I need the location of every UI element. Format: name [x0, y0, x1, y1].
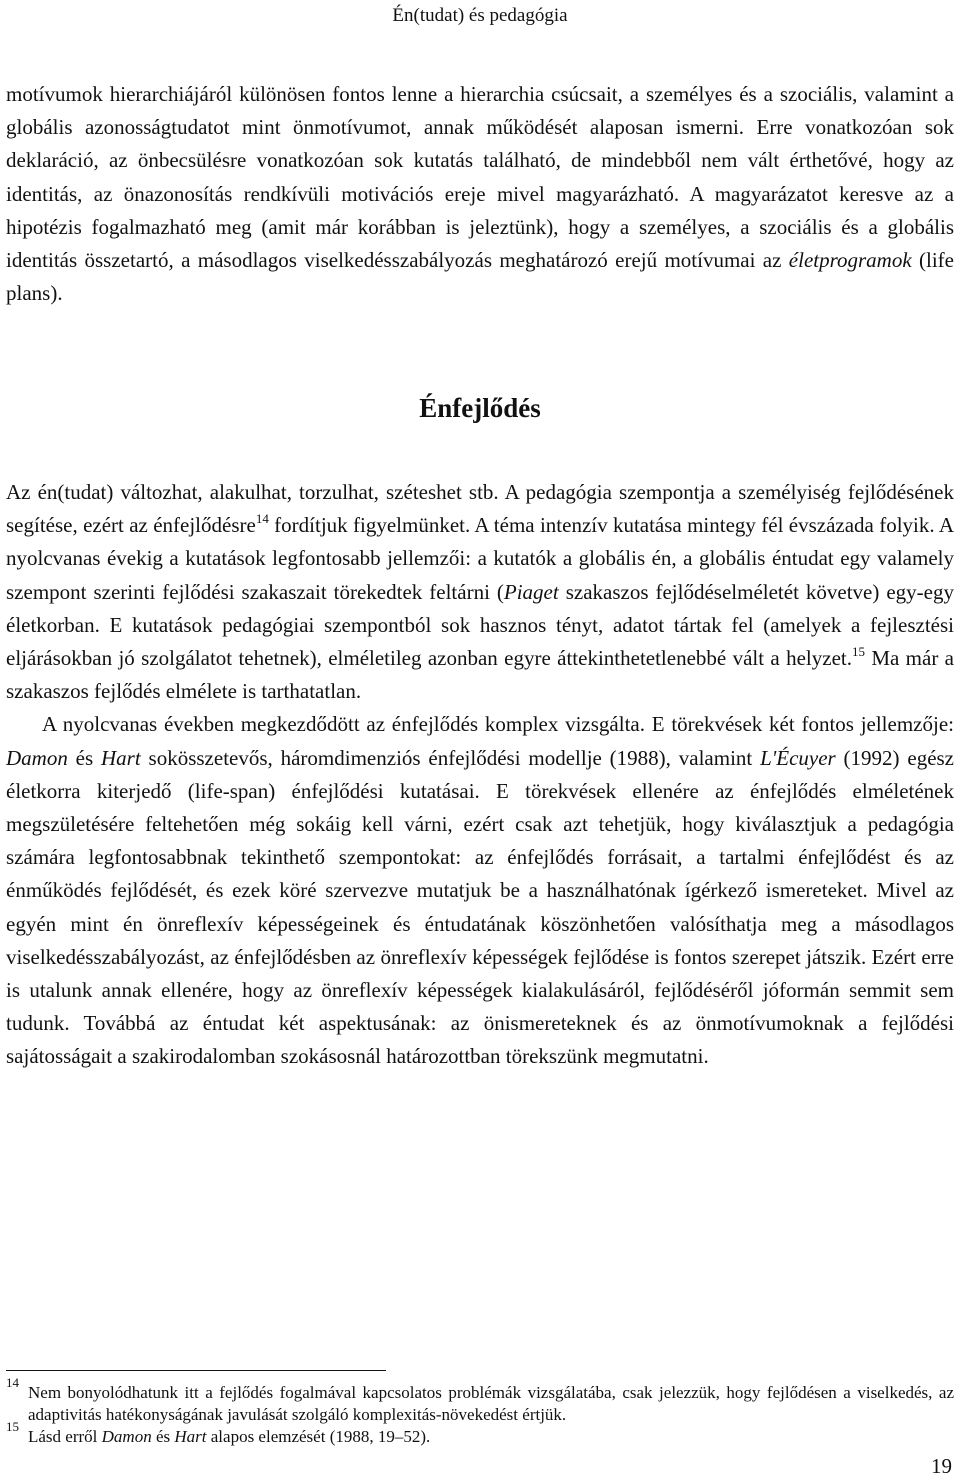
paragraph-text: és — [67, 745, 102, 770]
italic-name-damon: Damon — [101, 1427, 152, 1446]
paragraph-text: A nyolcvanas években megkezdődött az énfejlődés komplex vizsgálta. E törekvések két fontos jellemzője: — [42, 712, 954, 737]
body-paragraph-3 — [6, 708, 954, 1073]
italic-name-lecuyer: L'Écuyer — [760, 745, 836, 770]
footnote-number: 15 — [6, 1419, 19, 1434]
section-heading: Énfejlődés — [419, 393, 541, 423]
paragraph-text: Az én(tudat) változhat, alakulhat, torzulhat, széteshet stb. A pedagógia szempontja a személyiség fejlődésének segítése, ezért az énfejlődésre — [6, 480, 954, 538]
footnote-15 — [6, 1419, 954, 1448]
footnote-text: alapos elemzését (1988, 19–52). — [206, 1427, 431, 1446]
body-paragraph-2 — [6, 476, 954, 708]
italic-name-hart: Hart — [174, 1427, 207, 1446]
italic-name-piaget: Piaget — [503, 579, 559, 604]
paragraph-text: motívumok hierarchiájáról különösen fontos lenne a hierarchia csúcsait, a személyes és a szociális, valamint a globális azonosságtudatot mint önmotívumot, annak működését alaposan ismerni. Erre vonatkozóan sok deklaráció, az önbecsülésre vonatkozóan sok kutatás található, de mindebből nem vált érthetővé, hogy az identitás, az önazonosítás rendkívüli motivációs ereje mivel magyarázható. A magyarázatot keresve az a hipotézis fogalmazható meg (amit már korábban is jeleztünk), hogy a személyes, a szociális és a globális identitás összetartó, a másodlagos viselkedésszabályozás meghatározó erejű motívumai az — [6, 82, 954, 273]
body-section-text — [6, 476, 954, 1074]
paragraph-text: Ma már a szakaszos fejlődés elmélete is tarthatatlan. — [6, 646, 954, 704]
running-header: Én(tudat) és pedagógia — [392, 5, 568, 26]
footnote-ref-15[interactable]: 15 — [851, 644, 865, 660]
footnote-text: Lásd erről — [28, 1427, 102, 1446]
paragraph-text: szakaszos fejlődéselméletét követve) egy-egy életkorban. E kutatások pedagógiai szempontból sok hasznos tényt, adatot tártak fel (amelyek a fejlesztési eljárásokban jó szolgálatot tehetnek), elméletileg azonban egyre áttekinthetetlenebbé vált a helyzet. — [6, 579, 954, 671]
footnotes — [6, 1375, 954, 1448]
italic-name-hart: Hart — [101, 745, 141, 770]
paragraph-text: fordítjuk figyelmünket. A téma intenzív kutatása mintegy fél évszázada folyik. A nyolcvanas évekig a kutatások legfontosabb jellemzői: a kutatók a globális én, a globális éntudat egy valamely szempont szerinti fejlődési szakaszait törekedtek feltárni ( — [6, 513, 954, 604]
body-paragraph-1 — [6, 78, 954, 310]
footnote-number: 14 — [6, 1375, 19, 1390]
paragraph-text: sokösszetevős, háromdimenziós énfejlődési modellje (1988), valamint — [140, 745, 761, 770]
paragraph-text: (life plans). — [6, 248, 954, 306]
footnote-ref-14[interactable]: 14 — [255, 511, 269, 527]
footnote-14 — [6, 1375, 954, 1426]
italic-name-damon: Damon — [6, 745, 68, 770]
italic-term: életprogramok — [788, 248, 912, 273]
page-number: 19 — [931, 1454, 952, 1478]
footnote-text: és — [151, 1427, 175, 1446]
footnote-text: Nem bonyolódhatunk itt a fejlődés fogalmával kapcsolatos problémák vizsgálatába, csak jelezzük, hogy fejlődésen a viselkedés, az adaptivitás hatékonyságának javulását szolgáló komplexitás-növekedést értjük. — [28, 1383, 954, 1424]
footnote-divider — [6, 1370, 386, 1371]
paragraph-text: (1992) egész életkorra kiterjedő (life-span) énfejlődési kutatásai. E törekvések ellenére az énfejlődés elméletének megszületésére feltehetően még sokáig kell várni, ezért csak azt tehetjük, hogy kiválasztjuk a pedagógia számára legfontosabbnak tekinthető szempontokat: az énfejlődés forrásait, a tartalmi énfejlődést és az énműködés fejlődését, és ezek köré szervezve mutatjuk be a használhatónak ígérkező ismereteket. Mivel az egyén mint én önreflexív képességeinek és éntudatának köszönhetően valósíthatja meg a másodlagos viselkedésszabályozást, az énfejlődésben az önreflexív képességek fejlődése is fontos szerepet játszik. Ezért erre is utalunk annak ellenére, hogy az önreflexív képességek kialakulásáról, fejlődéséről jóformán semmit sem tudunk. Továbbá az éntudat két aspektusának: az önismereteknek és az önmotívumoknak a fejlődési sajátosságait a szakirodalomban szokásosnál határozottban törekszünk megmutatni. — [6, 745, 955, 1069]
